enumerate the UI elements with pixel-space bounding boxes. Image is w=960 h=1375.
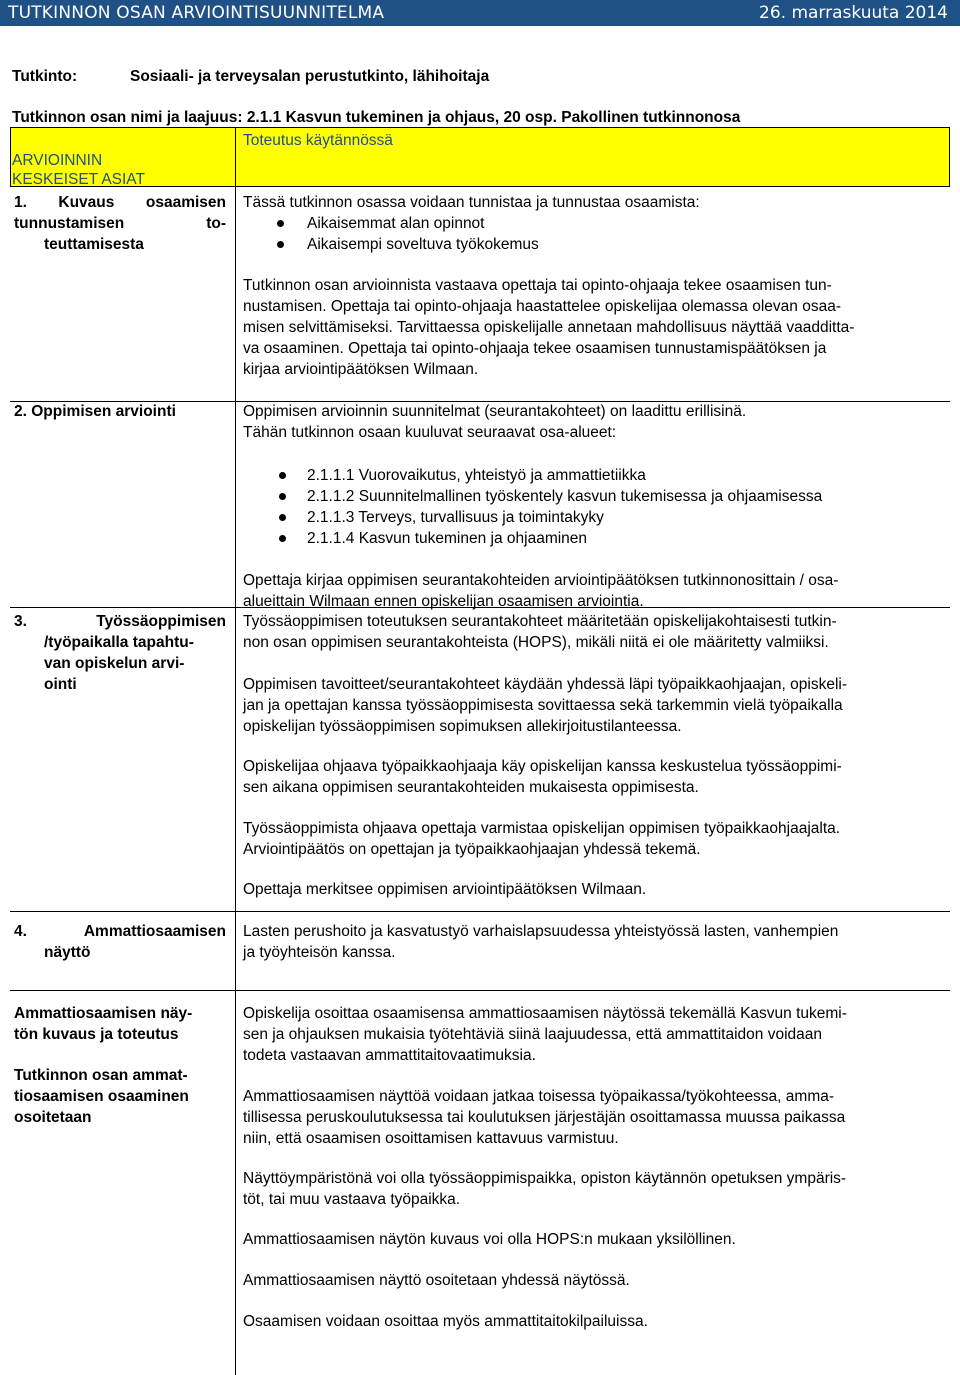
section-5-p2: Ammattiosaamisen näyttöä voidaan jatkaa toisessa työpaikassa/työkohteessa, amma- tillisessa peruskoulutuksessa tai koulutuksen järjestäjän osoittamassa muussa paikassa niin, että osaamisen osoittamisen kattavuus varmistuu. <box>243 1088 846 1147</box>
document-title: TUTKINNON OSAN ARVIOINTISUUNNITELMA <box>8 3 385 23</box>
section-4-content: Lasten perushoito ja kasvatustyö varhaislapsuudessa yhteistyössä lasten, vanhempien ja työyhteisön kanssa. <box>243 923 839 961</box>
section-1-intro: Tässä tutkinnon osassa voidaan tunnistaa ja tunnustaa osaamista: <box>243 194 700 211</box>
section-1-paragraph: Tutkinnon osan arvioinnista vastaava opettaja tai opinto-ohjaaja tekee osaamisen tun- nustamisen. Opettaja tai opinto-ohjaaja haastattelee opiskelijaa olemassa olevan osaa- misen selvittämiseksi. Tarvittaessa opiskelijalle annetaan mahdollisuus näyttää vaadditta- va osaaminen. Opettaja tai opinto-ohjaaja tekee osaamisen tunnustamispäätöksen ja kirjaa arviointipäätöksen Wilmaan. <box>243 277 855 378</box>
column-divider <box>235 127 236 1375</box>
section-5-p1: Opiskelija osoittaa osaamisensa ammattiosaamisen näytössä tekemällä Kasvun tukemi- sen ja ohjauksen mukaisia työtehtäviä siinä laajuudessa, että ammattitaidon voidaan todeta vastaavan ammattitaitovaatimuksia. <box>243 1005 847 1064</box>
list-item: Aikaisempi soveltuva työkokemus <box>243 234 943 255</box>
section-4-title: 4. Ammattiosaamisen näyttö <box>14 923 226 961</box>
list-item: 2.1.1.4 Kasvun tukeminen ja ohjaaminen <box>243 528 943 549</box>
section-5-title-a: Ammattiosaamisen näy- tön kuvaus ja toteutus <box>14 1005 193 1043</box>
section-3-p2: Oppimisen tavoitteet/seurantakohteet käydään yhdessä läpi työpaikkaohjaajan, opiskeli- jan ja opettajan kanssa työssäoppimisesta sovittaessa sekä tarkemmin vielä työpaikalla opiskelijan työssäoppimisen sopimuksen allekirjoitustilanteessa. <box>243 676 848 735</box>
header-col-right: Toteutus käytännössä <box>243 132 393 149</box>
list-item: 2.1.1.1 Vuorovaikutus, yhteistyö ja ammattietiikka <box>243 465 943 486</box>
list-item: 2.1.1.3 Terveys, turvallisuus ja toimintakyky <box>243 507 943 528</box>
row-divider <box>10 911 950 912</box>
section-5-p6: Osaamisen voidaan osoittaa myös ammattitaitokilpailuissa. <box>243 1313 648 1330</box>
section-2-title: 2. Oppimisen arviointi <box>14 403 176 420</box>
section-2-bullets <box>243 465 943 549</box>
table-header-row <box>10 127 950 187</box>
section-3-p4: Työssäoppimista ohjaava opettaja varmistaa opiskelijan oppimisen työpaikkaohjaajalta. Arviointipäätös on opettajan ja työpaikkaohjaajan yhdessä tekemä. <box>243 820 841 858</box>
section-5-p4: Ammattiosaamisen näytön kuvaus voi olla HOPS:n mukaan yksilöllinen. <box>243 1231 736 1248</box>
list-item: 2.1.1.2 Suunnitelmallinen työskentely kasvun tukemisessa ja ohjaamisessa <box>243 486 943 507</box>
section-3-p1: Työssäoppimisen toteutuksen seurantakohteet määritetään opiskelijakohtaisesti tutkin- non osan oppimisen seurantakohteista (HOPS), mikäli niitä ei ole määritetty valmiiksi. <box>243 613 837 651</box>
section-5-p5: Ammattiosaamisen näyttö osoitetaan yhdessä näytössä. <box>243 1272 630 1289</box>
row-divider <box>10 990 950 991</box>
section-3-title: 3. Työssäoppimisen /työpaikalla tapahtu- van opiskelun arvi- ointi <box>14 613 226 693</box>
document-date: 26. marraskuuta 2014 <box>759 3 948 23</box>
section-1-bullets <box>243 213 943 255</box>
section-1-title: 1. Kuvaus osaamisen tunnustamisen to- teuttamisesta <box>14 194 226 253</box>
tutkinnon-osa-line: Tutkinnon osan nimi ja laajuus: 2.1.1 Kasvun tukeminen ja ohjaus, 20 osp. Pakollinen tutkinnonosa <box>12 109 741 126</box>
section-1-content <box>243 192 943 255</box>
section-5-p3: Näyttöympäristönä voi olla työssäoppimispaikka, opiston käytännön opetuksen ympäris- töt, tai muu vastaava työpaikka. <box>243 1170 847 1208</box>
section-3-p3: Opiskelijaa ohjaava työpaikkaohjaaja käy opiskelijan kanssa keskustelua työssäoppimi- sen aikana oppimisen seurantakohteiden mukaisesta oppimisesta. <box>243 758 842 796</box>
header-col-left-1: ARVIOINNIN <box>12 152 103 169</box>
header-col-left-2: KESKEISET ASIAT <box>12 171 145 188</box>
section-5-title-b: Tutkinnon osan ammat- tiosaamisen osaaminen osoitetaan <box>14 1067 189 1126</box>
tutkinto-value: Sosiaali- ja terveysalan perustutkinto, lähihoitaja <box>130 68 490 85</box>
list-item: Aikaisemmat alan opinnot <box>243 213 943 234</box>
tutkinto-label: Tutkinto: <box>12 68 78 85</box>
section-2-intro: Oppimisen arvioinnin suunnitelmat (seurantakohteet) on laadittu erillisinä. Tähän tutkinnon osaan kuuluvat seuraavat osa-alueet: <box>243 403 747 441</box>
document-header <box>0 0 960 26</box>
section-3-p5: Opettaja merkitsee oppimisen arviointipäätöksen Wilmaan. <box>243 881 647 898</box>
section-2-closing: Opettaja kirjaa oppimisen seurantakohteiden arviointipäätöksen tutkinnonosittain / osa- alueittain Wilmaan ennen opiskelijan osaamisen arviointia. <box>243 572 839 610</box>
